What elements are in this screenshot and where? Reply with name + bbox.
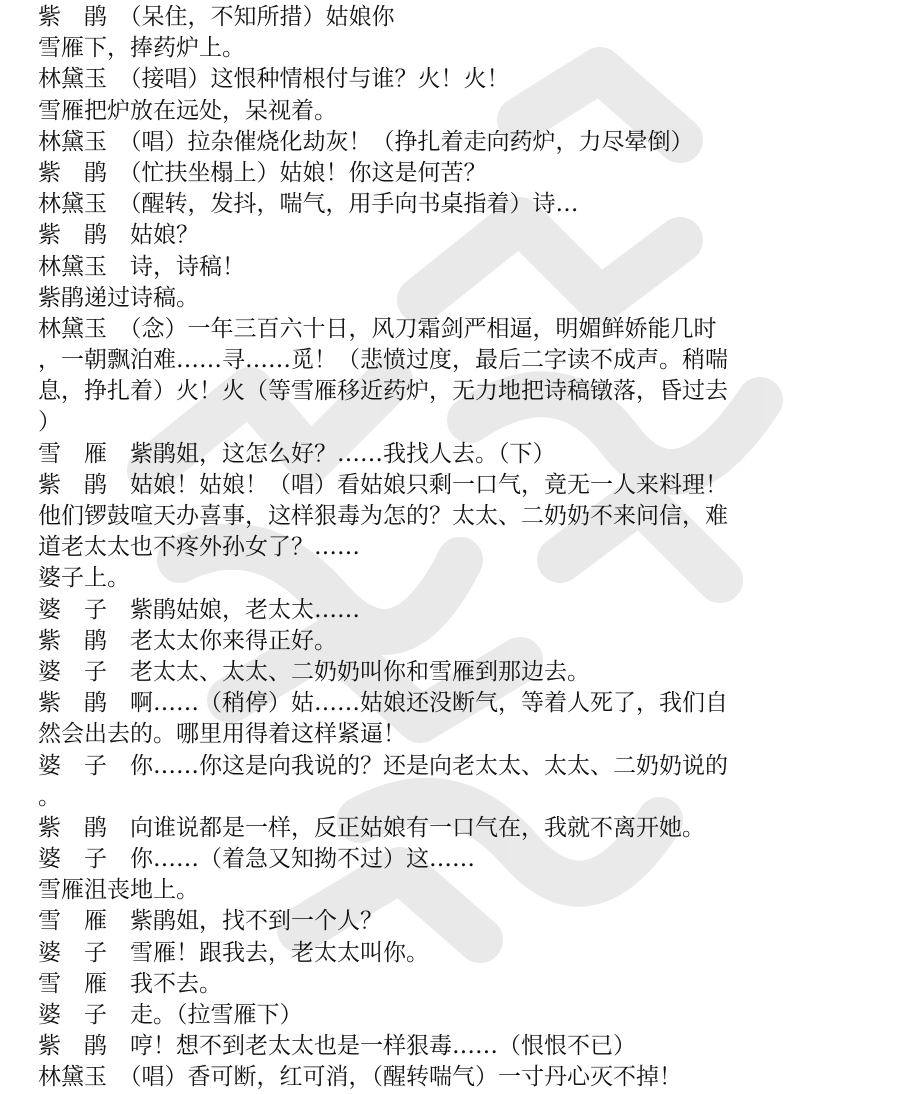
script-line: 紫 鹃 姑娘！姑娘！（唱）看姑娘只剩一口气，竟无一人来料理！ — [38, 471, 728, 498]
script-line: 雪雁把炉放在远处，呆视着。 — [38, 97, 337, 124]
script-line: 婆 子 紫鹃姑娘，老太太…… — [38, 596, 360, 623]
script-line: 紫 鹃 哼！想不到老太太也是一样狠毒……（恨恨不已） — [38, 1033, 636, 1060]
script-line: 林黛玉 （接唱）这恨种情根付与谁？火！火！ — [38, 66, 510, 93]
script-line: 林黛玉 （念）一年三百六十日，风刀霜剑严相逼，明媚鲜娇能几时 — [38, 315, 717, 342]
script-line: 道老太太也不疼外孙女了？…… — [38, 534, 360, 561]
script-line: 雪 雁 我不去。 — [38, 970, 222, 997]
script-line: 紫 鹃 向谁说都是一样，反正姑娘有一口气在，我就不离开她。 — [38, 814, 705, 841]
script-line: 雪雁沮丧地上。 — [38, 877, 199, 904]
script-line: 紫 鹃 （忙扶坐榻上）姑娘！你这是何苦？ — [38, 159, 487, 186]
script-line: 婆子上。 — [38, 565, 130, 592]
script-line: 婆 子 老太太、太太、二奶奶叫你和雪雁到那边去。 — [38, 658, 590, 685]
script-line: 紫 鹃 老太太你来得正好。 — [38, 627, 337, 654]
script-line: ，一朝飘泊难……寻……觅！（悲愤过度，最后二字读不成声。稍喘 — [38, 347, 728, 374]
script-line: 。 — [38, 783, 61, 810]
script-line: 他们锣鼓喧天办喜事，这样狠毒为怎的？太太、二奶奶不来问信，难 — [38, 503, 728, 529]
script-line: 婆 子 走。（拉雪雁下） — [38, 1002, 303, 1028]
script-line: ） — [38, 409, 61, 436]
script-line: 雪雁下，捧药炉上。 — [38, 35, 245, 62]
script-line: 紫 鹃 啊……（稍停）姑……姑娘还没断气，等着人死了，我们自 — [38, 690, 728, 717]
script-line: 林黛玉 （唱）香可断，红可消，（醒转喘气）一寸丹心灭不掉！ — [38, 1064, 682, 1091]
script-line: 雪 雁 紫鹃姐，找不到一个人？ — [38, 908, 383, 935]
script-line: 紫 鹃 姑娘？ — [38, 222, 199, 249]
script-line: 紫 鹃 （呆住，不知所措）姑娘你 — [38, 4, 395, 30]
script-line: 林黛玉 （唱）拉杂催烧化劫灰！（挣扎着走向药炉，力尽晕倒） — [38, 128, 694, 155]
script-line: 紫鹃递过诗稿。 — [38, 284, 199, 311]
script-line: 雪 雁 紫鹃姐，这怎么好？……我找人去。（下） — [38, 440, 556, 467]
script-line: 婆 子 雪雁！跟我去，老太太叫你。 — [38, 939, 429, 966]
script-line: 林黛玉 （醒转，发抖，喘气，用手向书桌指着）诗… — [38, 191, 579, 218]
script-text — [38, 2, 878, 1094]
script-line: 婆 子 你……你这是向我说的？还是向老太太、太太、二奶奶说的 — [38, 752, 728, 779]
script-line: 息，挣扎着）火！火（等雪雁移近药炉，无力地把诗稿镦落，昏过去 — [38, 378, 728, 405]
script-line: 婆 子 你……（着急又知拗不过）这…… — [38, 846, 475, 873]
script-line: 然会出去的。哪里用得着这样紧逼！ — [38, 721, 406, 748]
script-line: 林黛玉 诗，诗稿！ — [38, 253, 245, 280]
